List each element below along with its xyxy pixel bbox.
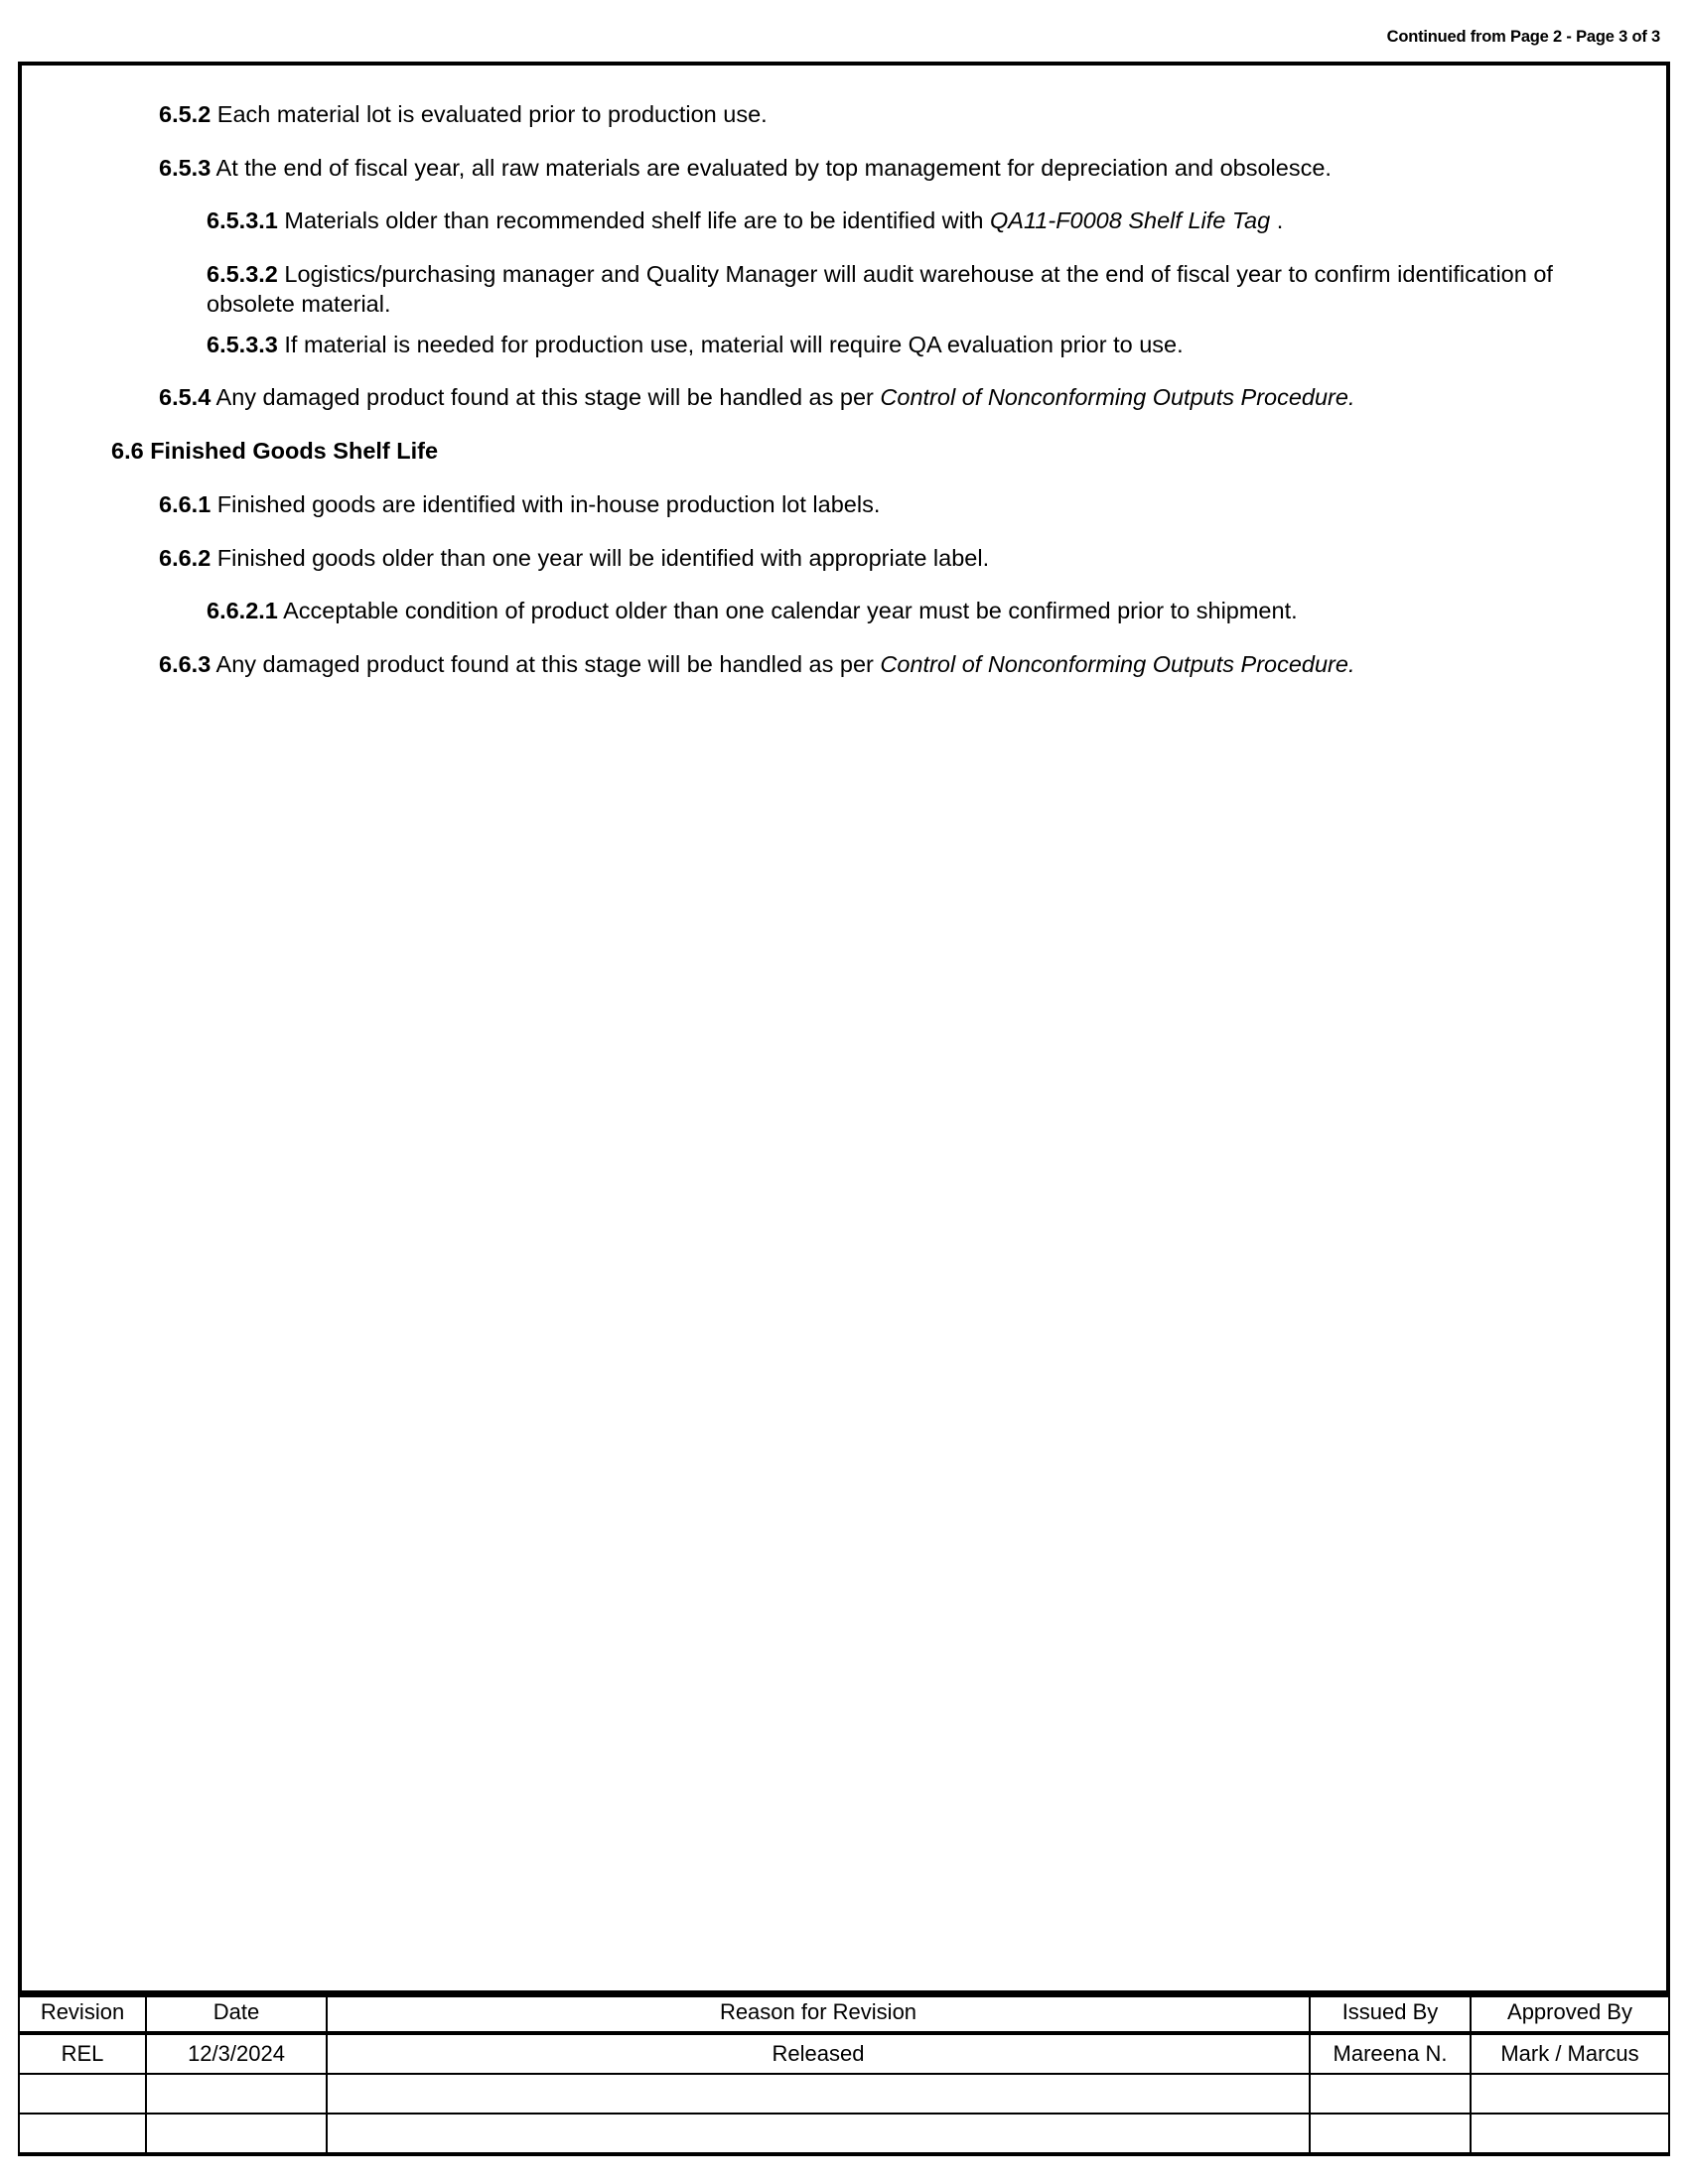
clause-number: 6.5.3 bbox=[159, 154, 211, 181]
page-continuation-note: Continued from Page 2 - Page 3 of 3 bbox=[1386, 28, 1660, 46]
clause-text: Finished goods are identified with in-house production lot labels. bbox=[211, 491, 881, 518]
cell-revision bbox=[19, 2114, 146, 2154]
cell-issued-by: Mareena N. bbox=[1310, 2033, 1471, 2074]
clause-reference-italic: QA11-F0008 Shelf Life Tag bbox=[990, 207, 1271, 234]
clause-6-5-3-3 bbox=[207, 330, 1609, 360]
clause-6-5-3-1 bbox=[207, 205, 1609, 236]
section-heading-6-6: 6.6 Finished Goods Shelf Life bbox=[111, 437, 439, 464]
cell-revision bbox=[19, 2074, 146, 2114]
clause-number: 6.6.2.1 bbox=[207, 598, 278, 624]
clause-6-5-2 bbox=[159, 99, 1609, 130]
cell-revision: REL bbox=[19, 2033, 146, 2074]
revision-history-table bbox=[18, 1990, 1670, 2156]
column-header-revision: Revision bbox=[19, 1992, 146, 2034]
clause-6-5-4 bbox=[159, 382, 1609, 413]
cell-approved-by bbox=[1471, 2074, 1669, 2114]
clause-6-6-2 bbox=[159, 543, 1609, 574]
column-header-approved-by: Approved By bbox=[1471, 1992, 1669, 2034]
cell-approved-by: Mark / Marcus bbox=[1471, 2033, 1669, 2074]
document-body bbox=[22, 66, 1666, 703]
clause-text: If material is needed for production use, material will require QA evaluation prior to use. bbox=[277, 331, 1184, 357]
cell-approved-by bbox=[1471, 2114, 1669, 2154]
clause-text: Each material lot is evaluated prior to production use. bbox=[211, 101, 768, 127]
column-header-reason: Reason for Revision bbox=[327, 1992, 1310, 2034]
clause-6-5-3 bbox=[159, 153, 1609, 184]
clause-6-6-2-1 bbox=[207, 596, 1609, 626]
clause-text: Any damaged product found at this stage will be handled as per bbox=[211, 384, 881, 411]
cell-date: 12/3/2024 bbox=[146, 2033, 327, 2074]
column-header-date: Date bbox=[146, 1992, 327, 2034]
clause-text-tail: . bbox=[1270, 207, 1284, 234]
clause-number: 6.5.3.1 bbox=[207, 207, 278, 234]
clause-number: 6.5.2 bbox=[159, 101, 211, 127]
cell-date bbox=[146, 2114, 327, 2154]
table-header-row bbox=[19, 1992, 1669, 2034]
cell-issued-by bbox=[1310, 2074, 1471, 2114]
clause-text: Any damaged product found at this stage will be handled as per bbox=[211, 651, 881, 678]
clause-6-6-3 bbox=[159, 649, 1609, 680]
clause-6-5-3-2 bbox=[207, 259, 1609, 320]
cell-date bbox=[146, 2074, 327, 2114]
clause-text: Acceptable condition of product older than one calendar year must be confirmed prior to shipment. bbox=[277, 598, 1298, 624]
document-content-frame bbox=[18, 62, 1670, 1997]
clause-number: 6.6.1 bbox=[159, 491, 211, 518]
clause-number: 6.5.3.2 bbox=[207, 260, 278, 287]
clause-text: Logistics/purchasing manager and Quality Manager will audit warehouse at the end of fiscal year to confirm identification of obsolete material. bbox=[207, 260, 1553, 318]
cell-issued-by bbox=[1310, 2114, 1471, 2154]
table-row bbox=[19, 2074, 1669, 2114]
clause-number: 6.5.4 bbox=[159, 384, 211, 411]
cell-reason: Released bbox=[327, 2033, 1310, 2074]
clause-text: Finished goods older than one year will be identified with appropriate label. bbox=[211, 544, 990, 571]
clause-number: 6.5.3.3 bbox=[207, 331, 278, 357]
table-row bbox=[19, 2033, 1669, 2074]
clause-text: Materials older than recommended shelf life are to be identified with bbox=[277, 207, 991, 234]
cell-reason bbox=[327, 2074, 1310, 2114]
table-row bbox=[19, 2114, 1669, 2154]
clause-number: 6.6.3 bbox=[159, 651, 211, 678]
clause-reference-italic: Control of Nonconforming Outputs Procedure. bbox=[880, 384, 1355, 411]
column-header-issued-by: Issued By bbox=[1310, 1992, 1471, 2034]
clause-number: 6.6.2 bbox=[159, 544, 211, 571]
clause-reference-italic: Control of Nonconforming Outputs Procedure. bbox=[880, 651, 1355, 678]
clause-text: At the end of fiscal year, all raw materials are evaluated by top management for depreciation and obsolesce. bbox=[211, 154, 1332, 181]
clause-6-6-1 bbox=[159, 489, 1609, 520]
cell-reason bbox=[327, 2114, 1310, 2154]
